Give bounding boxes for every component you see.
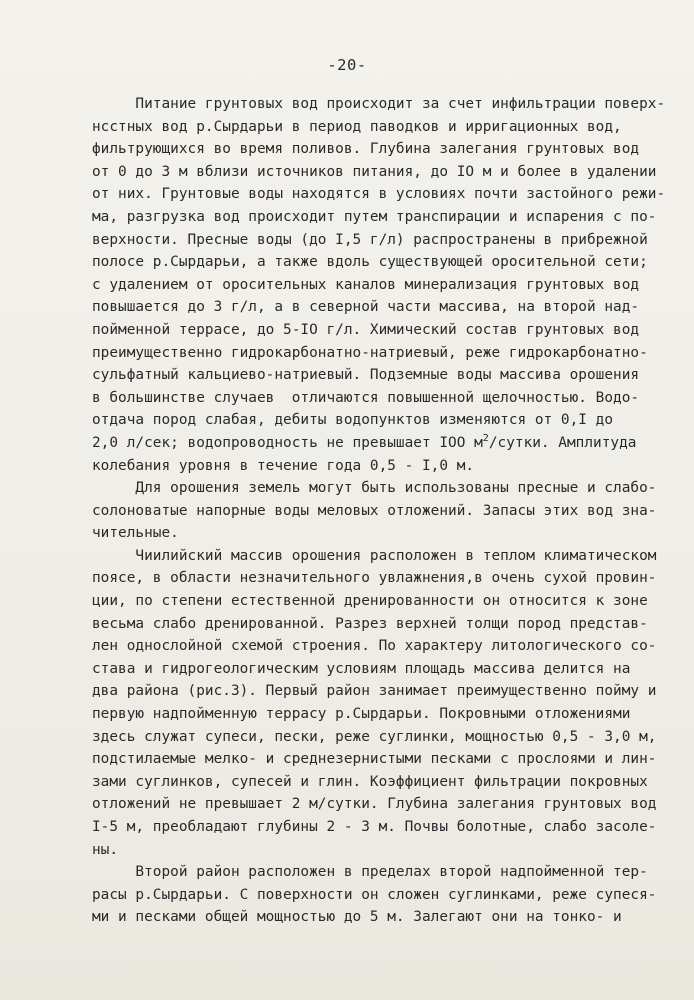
text-line: нсстных вод р.Сырдарьи в период паводков и ирригационных вод,: [92, 118, 622, 135]
text-line: отдача пород слабая, дебиты водопунктов изменяются от 0,I до: [92, 412, 614, 429]
text-line: в большинстве случаев отличаются повышенной щелочностью. Водо-: [92, 389, 640, 406]
text-line: расы р.Сырдарьи. С поверхности он сложен суглинками, реже супеся-: [92, 886, 657, 903]
text-line: Чиилийский массив орошения расположен в теплом климатическом: [92, 547, 657, 564]
text-line: первую надпойменную террасу р.Сырдарьи. Покровными отложениями: [92, 706, 631, 723]
text-line: става и гидрогеологическим условиям площадь массива делится на: [92, 660, 631, 677]
text-line: пойменной террасе, до 5-IO г/л. Химический состав грунтовых вод: [92, 321, 640, 338]
text-line: полосе р.Сырдарьи, а также вдоль существующей оросительной сети;: [92, 254, 648, 271]
text-line: I-5 м, преобладают глубины 2 - 3 м. Почвы болотные, слабо засоле-: [92, 819, 657, 835]
text-line: фильтрующихся во время поливов. Глубина залегания грунтовых вод: [92, 141, 640, 158]
superscript: 2: [482, 433, 489, 445]
text-line: поясе, в области незначительного увлажнения,в очень сухой провин-: [92, 570, 657, 587]
text-line: весьма слабо дренированной. Разрез верхней толщи пород представ-: [92, 615, 648, 632]
text-line: ми и песками общей мощностью до 5 м. Залегают они на тонко- и: [92, 909, 622, 926]
body-text: [92, 93, 677, 929]
paragraph-irrigation-water: [92, 477, 677, 545]
text-line: чительные.: [92, 525, 179, 542]
text-line: ма, разгрузка вод происходит путем транспирации и испарения с по-: [92, 208, 657, 225]
text-line: с удалением от оросительных каналов минерализация грунтовых вод: [92, 276, 640, 293]
text-line: Для орошения земель могут быть использованы пресные и слабо-: [92, 480, 657, 497]
text-line: Второй район расположен в пределах второй надпойменной тер-: [92, 864, 648, 881]
text-line: зами суглинков, супесей и глин. Коэффициент фильтрации покровных: [92, 773, 648, 790]
text-line: ны.: [92, 841, 119, 858]
paragraph-second-district: [92, 861, 677, 929]
text-line: колебания уровня в течение года 0,5 - I,0 м.: [92, 457, 475, 474]
text-line: от них. Грунтовые воды находятся в условиях почти застойного режи-: [92, 186, 666, 203]
text-line: ции, по степени естественной дренированности он относится к зоне: [92, 593, 648, 610]
text-line-with-superscript: [92, 432, 677, 455]
paragraph-chiili-massif: [92, 545, 677, 861]
text-line: повышается до 3 г/л, а в северной части массива, на второй над-: [92, 299, 640, 316]
text-line: преимущественно гидрокарбонатно-натриевый, реже гидрокарбонатно-: [92, 344, 648, 361]
text-line: два района (рис.3). Первый район занимает преимущественно пойму и: [92, 683, 657, 700]
text-line: отложений не превышает 2 м/сутки. Глубина залегания грунтовых вод: [92, 796, 657, 813]
text-segment: 2,0 л/сек; водопроводность не превышает IOO м: [92, 434, 483, 451]
text-line: солоноватые напорные воды меловых отложений. Запасы этих вод зна-: [92, 502, 657, 519]
text-line: от 0 до 3 м вблизи источников питания, до IO м и более в удалении: [92, 163, 657, 180]
text-line: подстилаемые мелко- и среднезернистыми песками с прослоями и лин-: [92, 751, 657, 768]
page-number: -20-: [327, 56, 367, 74]
text-line: здесь служат супеси, пески, реже суглинки, мощностью 0,5 - 3,0 м,: [92, 728, 657, 745]
paragraph-groundwater-recharge: [92, 93, 677, 477]
text-line: Питание грунтовых вод происходит за счет инфильтрации поверх-: [92, 96, 666, 112]
text-segment: /сутки. Амплитуда: [488, 434, 637, 451]
text-line: лен однослойной схемой строения. По характеру литологического со-: [92, 638, 657, 655]
text-line: сульфатный кальциево-натриевый. Подземные воды массива орошения: [92, 367, 640, 384]
text-line: верхности. Пресные воды (до I,5 г/л) распространены в прибрежной: [92, 231, 648, 248]
